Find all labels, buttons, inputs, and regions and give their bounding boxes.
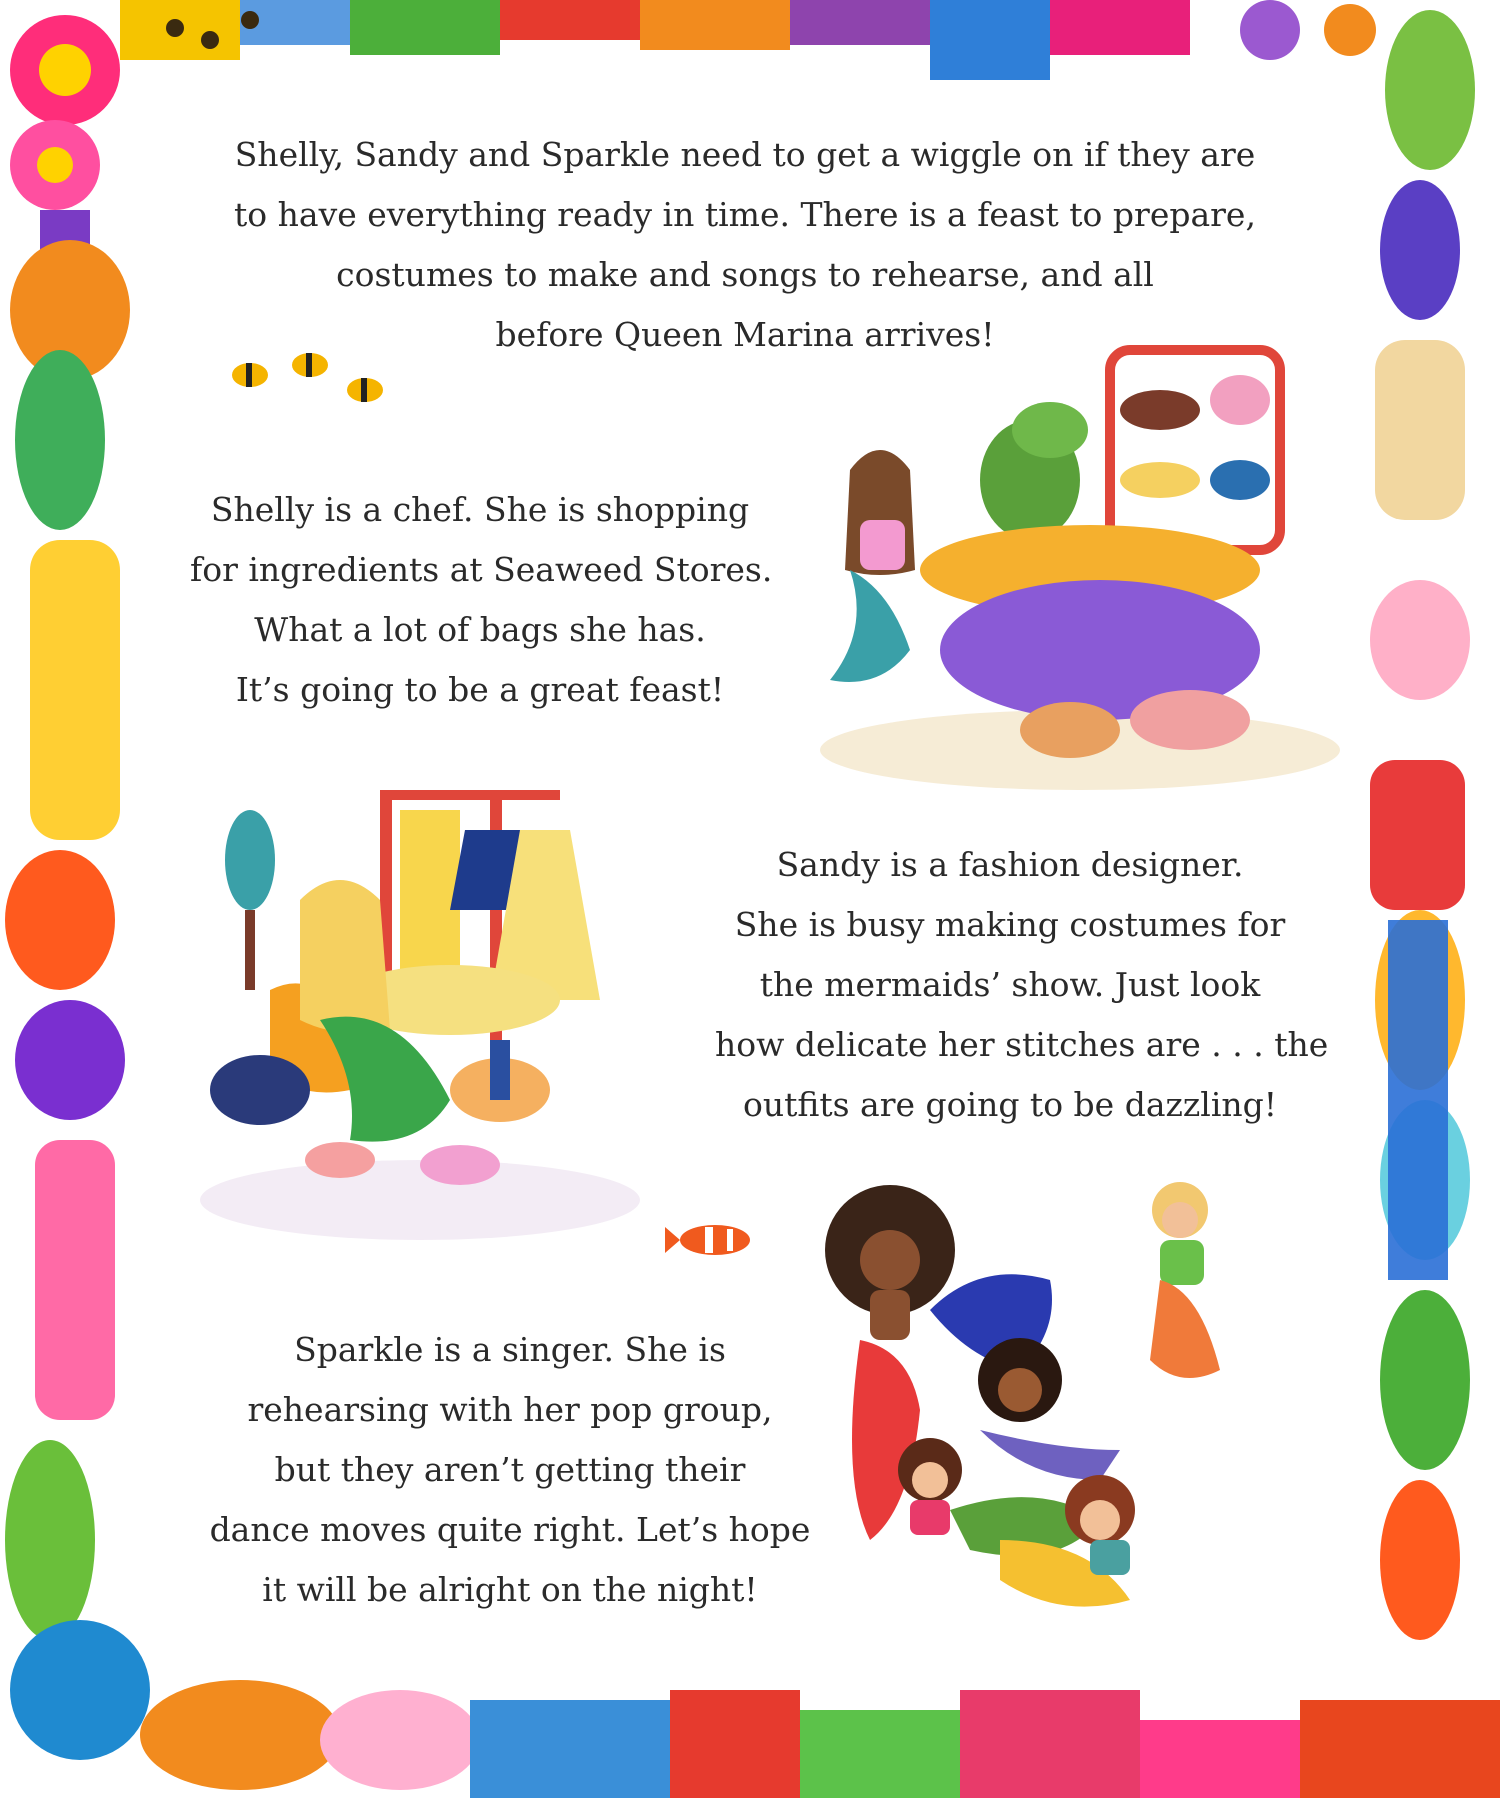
intro-line: to have everything ready in time. There is a feast to prepare, — [234, 195, 1256, 234]
mermaids-dancing-illustration — [800, 1180, 1340, 1630]
mermaid-sewing-illustration — [190, 770, 650, 1240]
sandy-line: outfits are going to be dazzling! — [742, 1085, 1278, 1124]
sandy-line: Sandy is a fashion designer. — [776, 845, 1244, 884]
intro-line: Shelly, Sandy and Sparkle need to get a wiggle on if they are — [234, 135, 1256, 174]
shelly-line: It’s going to be a great feast! — [235, 670, 725, 709]
sparkle-line: dance moves quite right. Let’s hope — [209, 1510, 811, 1549]
sparkle-line: but they aren’t getting their — [274, 1450, 746, 1489]
intro-paragraph — [230, 125, 1260, 365]
fish-group-icon — [220, 330, 400, 420]
sparkle-line: rehearsing with her pop group, — [247, 1390, 773, 1429]
intro-line: costumes to make and songs to rehearse, and all — [336, 255, 1154, 294]
sandy-line: She is busy making costumes for — [734, 905, 1286, 944]
shelly-paragraph — [190, 480, 773, 720]
sandy-line: the mermaids’ show. Just look — [759, 965, 1261, 1004]
shelly-line: What a lot of bags she has. — [254, 610, 706, 649]
sandy-paragraph — [715, 835, 1329, 1135]
mermaid-shopping-illustration — [790, 330, 1350, 800]
clownfish-icon — [665, 1215, 765, 1265]
sandy-line: how delicate her stitches are . . . the — [715, 1025, 1329, 1064]
shelly-line: Shelly is a chef. She is shopping — [210, 490, 750, 529]
intro-line: before Queen Marina arrives! — [495, 315, 995, 354]
sparkle-line: Sparkle is a singer. She is — [294, 1330, 726, 1369]
sparkle-line: it will be alright on the night! — [262, 1570, 758, 1609]
sparkle-paragraph — [200, 1320, 820, 1620]
shelly-line: for ingredients at Seaweed Stores. — [190, 550, 773, 589]
